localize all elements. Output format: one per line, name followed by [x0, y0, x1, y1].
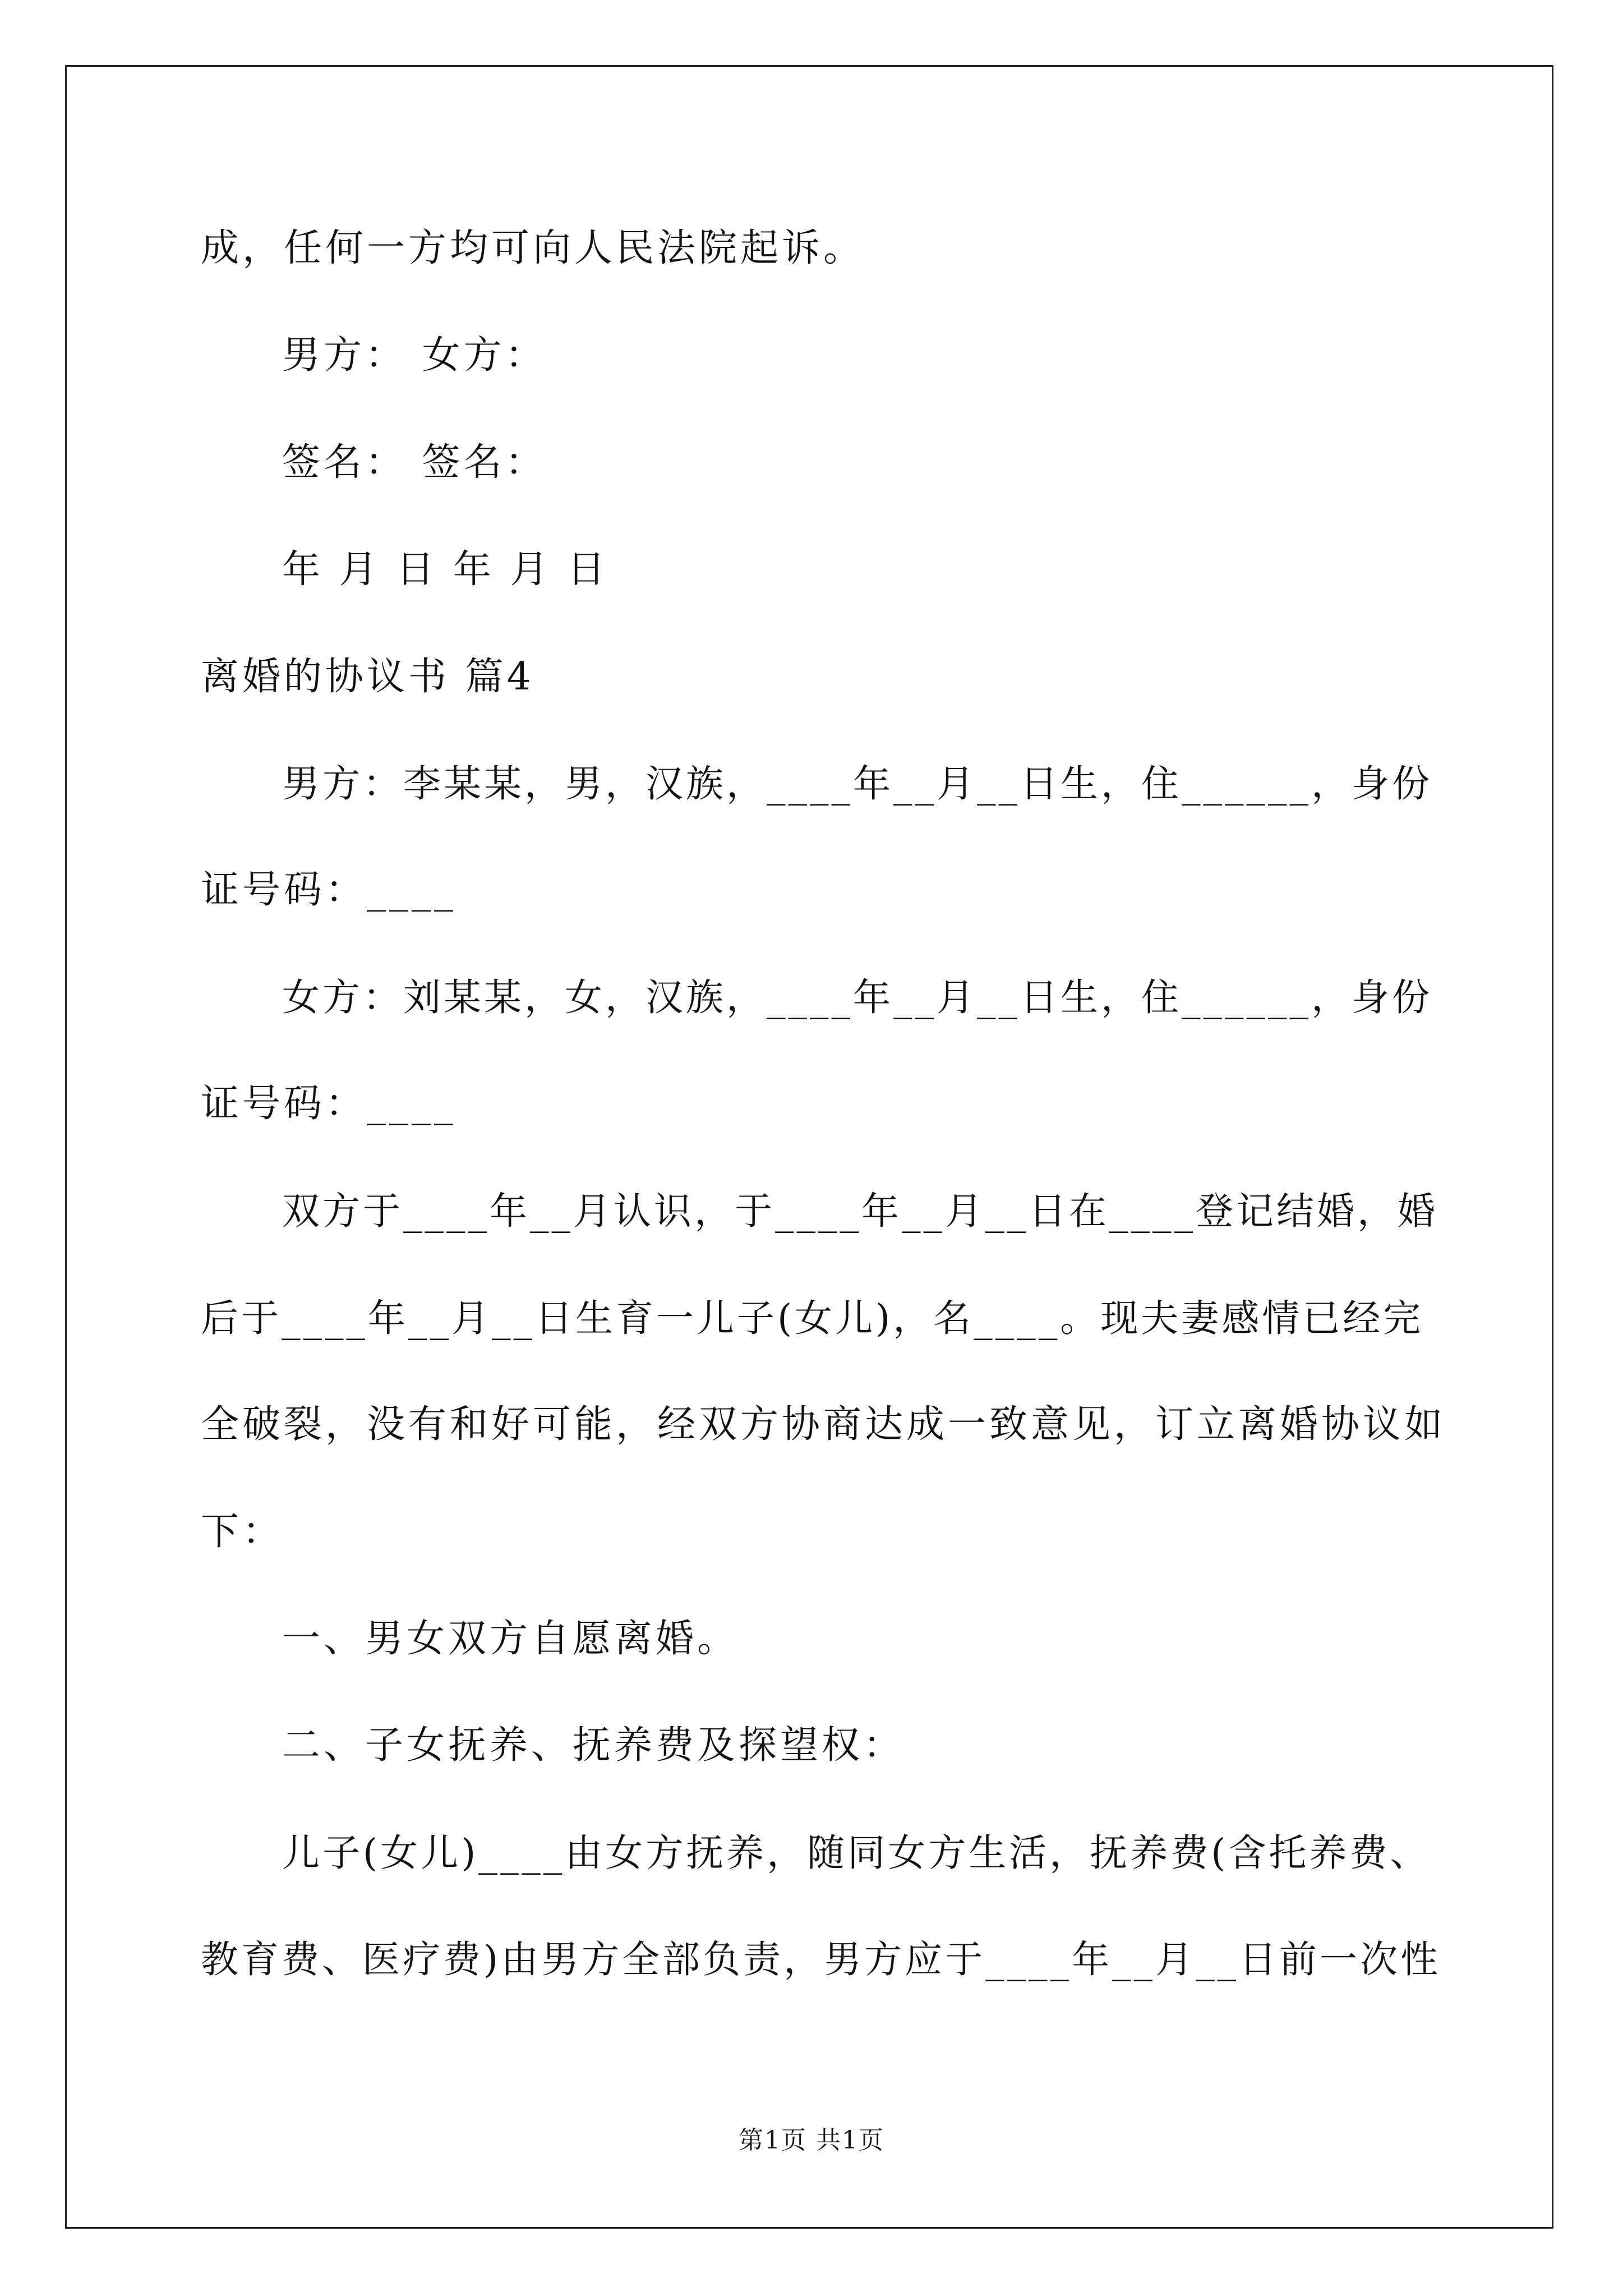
text-line: 教育费、医疗费)由男方全部负责，男方应于____年__月__日前一次性 [201, 1938, 1441, 1981]
text-line: 证号码：____ [201, 1082, 457, 1126]
text-line: 年 月 日 年 月 日 [282, 547, 609, 592]
text-line: 成，任何一方均可向人民法院起诉。 [201, 226, 865, 270]
text-line: 女方：刘某某，女，汉族，____年__月__日生，住______，身份 [282, 976, 1432, 1019]
text-line: 男方：李某某，男，汉族，____年__月__日生，住______，身份 [282, 762, 1432, 806]
section-heading: 离婚的协议书 篇4 [201, 655, 534, 699]
text-line: 全破裂，没有和好可能，经双方协商达成一致意见，订立离婚协议如 [201, 1402, 1446, 1447]
text-line: 下： [201, 1510, 284, 1554]
text-line: 证号码：____ [201, 868, 457, 912]
page-border [65, 65, 1553, 2229]
text-line: 一、男女双方自愿离婚。 [282, 1617, 739, 1661]
text-line: 男方： 女方： [282, 333, 547, 378]
page-number: 第1页 共1页 [739, 2126, 884, 2155]
text-line: 签名： 签名： [282, 440, 547, 485]
text-line: 儿子(女儿)____由女方抚养，随同女方生活，抚养费(含托养费、 [282, 1831, 1431, 1875]
text-line: 后于____年__月__日生育一儿子(女儿)，名____。现夫妻感情已经完 [201, 1296, 1424, 1340]
text-line: 二、子女抚养、抚养费及探望权： [282, 1723, 905, 1768]
text-line: 双方于____年__月认识，于____年__月__日在____登记结婚，婚 [282, 1189, 1438, 1233]
